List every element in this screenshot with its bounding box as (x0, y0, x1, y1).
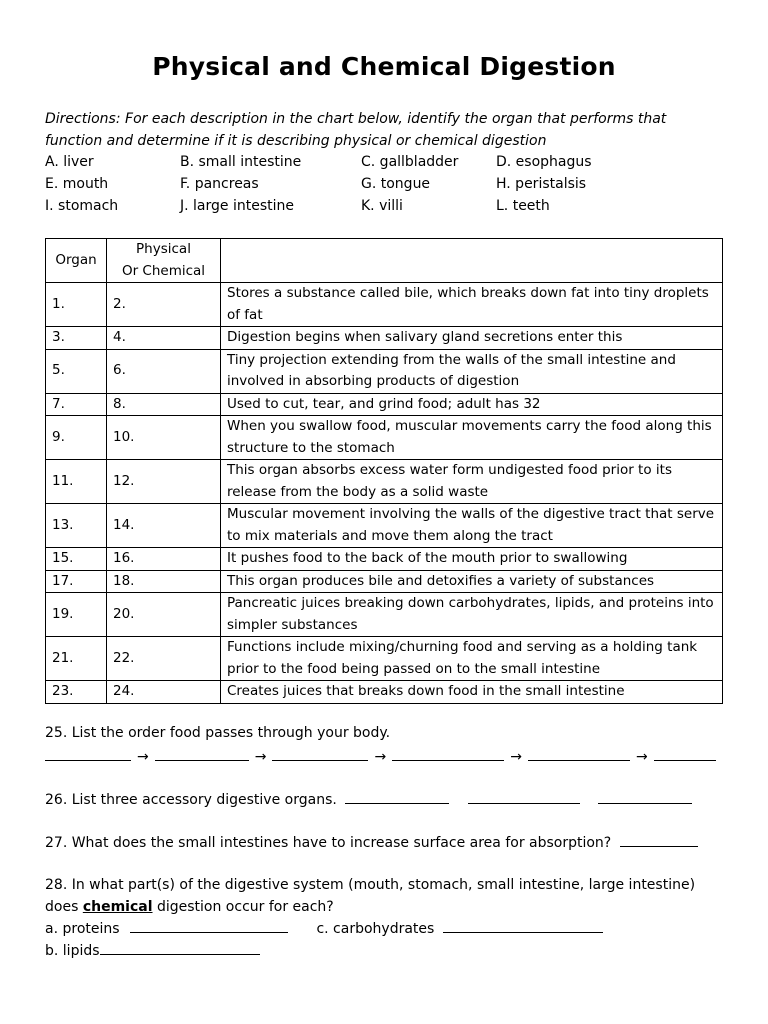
answer-blank[interactable] (155, 745, 249, 761)
physical-chemical-cell[interactable]: 4. (107, 327, 221, 350)
carbohydrates-label: c. carbohydrates (316, 921, 435, 937)
organ-cell[interactable]: 7. (46, 393, 107, 416)
answer-blank[interactable] (392, 745, 504, 761)
option-item: J. large intestine (180, 198, 294, 214)
answer-blank[interactable] (345, 788, 449, 804)
answer-blank[interactable] (528, 745, 630, 761)
answer-blank[interactable] (272, 745, 368, 761)
option-item: D. esophagus (496, 154, 592, 170)
question-27-text: 27. What does the small intestines have to increase surface area for absorption? (45, 835, 612, 851)
table-row (46, 593, 723, 637)
chemical-emphasis: chemical (82, 899, 153, 915)
header-organ: Organ (46, 239, 107, 283)
header-physical-chemical (107, 239, 221, 283)
description-cell: Functions include mixing/churning food and serving as a holding tank prior to the food being passed on to the small intestine (221, 637, 723, 681)
option-item: L. teeth (496, 198, 550, 214)
organ-cell[interactable]: 5. (46, 349, 107, 393)
question-28-b (45, 939, 260, 962)
options-row (45, 195, 745, 217)
physical-chemical-cell[interactable]: 16. (107, 548, 221, 571)
table-row (46, 416, 723, 460)
question-28-ac (45, 917, 603, 940)
question-28: 28. In what part(s) of the digestive system (mouth, stomach, small intestine, large intestine) (45, 877, 696, 893)
description-cell: This organ produces bile and detoxifies a variety of substances (221, 570, 723, 593)
description-cell: Tiny projection extending from the walls of the small intestine and involved in absorbing products of digestion (221, 349, 723, 393)
option-item: K. villi (361, 198, 403, 214)
option-item: E. mouth (45, 176, 109, 192)
header-pc-line1: Physical (136, 241, 191, 257)
answer-blank[interactable] (468, 788, 580, 804)
option-item: C. gallbladder (361, 154, 459, 170)
table-row (46, 349, 723, 393)
arrow-icon: → (254, 749, 267, 765)
table-row (46, 681, 723, 704)
table-row (46, 283, 723, 327)
description-cell: It pushes food to the back of the mouth prior to swallowing (221, 548, 723, 571)
arrow-icon: → (635, 749, 648, 765)
table-row (46, 637, 723, 681)
answer-blank[interactable] (100, 939, 260, 955)
options-list (45, 151, 745, 217)
header-pc-line2: Or Chemical (121, 262, 206, 279)
physical-chemical-cell[interactable]: 6. (107, 349, 221, 393)
table-row (46, 548, 723, 571)
question-26 (45, 788, 692, 811)
table-row (46, 393, 723, 416)
option-item: I. stomach (45, 198, 119, 214)
page-title: Physical and Chemical Digestion (152, 52, 616, 81)
arrow-icon: → (374, 749, 387, 765)
description-cell: When you swallow food, muscular movements carry the food along this structure to the stomach (221, 416, 723, 460)
description-cell: Used to cut, tear, and grind food; adult has 32 (221, 393, 723, 416)
description-cell: Creates juices that breaks down food in the small intestine (221, 681, 723, 704)
organ-cell[interactable]: 21. (46, 637, 107, 681)
question-27 (45, 831, 698, 854)
organ-cell[interactable]: 3. (46, 327, 107, 350)
directions-text: Directions: For each description in the chart below, identify the organ that performs that function and determine if it is describing physical or chemical digestion (45, 111, 667, 149)
description-cell: Muscular movement involving the walls of the digestive tract that serve to mix materials and move them along the tract (221, 504, 723, 548)
physical-chemical-cell[interactable]: 20. (107, 593, 221, 637)
physical-chemical-cell[interactable]: 14. (107, 504, 221, 548)
organ-cell[interactable]: 11. (46, 460, 107, 504)
arrow-icon: → (510, 749, 522, 765)
option-item: G. tongue (361, 176, 431, 192)
table-row (46, 504, 723, 548)
organ-cell[interactable]: 17. (46, 570, 107, 593)
physical-chemical-cell[interactable]: 18. (107, 570, 221, 593)
answer-blank[interactable] (620, 831, 698, 847)
table-header-row (46, 239, 723, 283)
answer-blank[interactable] (45, 745, 131, 761)
question-28-line2 (45, 896, 334, 918)
physical-chemical-cell[interactable]: 24. (107, 681, 221, 704)
option-item: A. liver (45, 154, 94, 170)
question-28-does: does (45, 899, 79, 915)
header-description (221, 239, 723, 283)
physical-chemical-cell[interactable]: 2. (107, 283, 221, 327)
option-item: B. small intestine (180, 154, 302, 170)
organ-cell[interactable]: 1. (46, 283, 107, 327)
options-row (45, 173, 745, 195)
table-row (46, 460, 723, 504)
lipids-label: b. lipids (45, 943, 100, 959)
question-28-rest: digestion occur for each? (152, 899, 334, 915)
organ-cell[interactable]: 15. (46, 548, 107, 571)
description-cell: Digestion begins when salivary gland secretions enter this (221, 327, 723, 350)
digestion-chart (45, 238, 723, 704)
organ-cell[interactable]: 9. (46, 416, 107, 460)
option-item: F. pancreas (180, 176, 259, 192)
answer-blank[interactable] (654, 745, 716, 761)
answer-blank[interactable] (443, 917, 603, 933)
question-25-blanks (45, 745, 716, 768)
description-cell: Pancreatic juices breaking down carbohydrates, lipids, and proteins into simpler substances (221, 593, 723, 637)
question-26-text: 26. List three accessory digestive organs. (45, 792, 337, 808)
organ-cell[interactable]: 23. (46, 681, 107, 704)
answer-blank[interactable] (130, 917, 288, 933)
table-row (46, 570, 723, 593)
table-row (46, 327, 723, 350)
options-row (45, 151, 745, 173)
description-cell: Stores a substance called bile, which breaks down fat into tiny droplets of fat (221, 283, 723, 327)
physical-chemical-cell[interactable]: 10. (107, 416, 221, 460)
answer-blank[interactable] (598, 788, 692, 804)
question-25: 25. List the order food passes through your body. (45, 725, 391, 741)
organ-cell[interactable]: 13. (46, 504, 107, 548)
organ-cell[interactable]: 19. (46, 593, 107, 637)
option-item: H. peristalsis (496, 176, 587, 192)
physical-chemical-cell[interactable]: 12. (107, 460, 221, 504)
proteins-label: a. proteins (45, 921, 120, 937)
physical-chemical-cell[interactable]: 8. (107, 393, 221, 416)
description-cell: This organ absorbs excess water form undigested food prior to its release from the body as a solid waste (221, 460, 723, 504)
physical-chemical-cell[interactable]: 22. (107, 637, 221, 681)
arrow-icon: → (137, 749, 149, 765)
